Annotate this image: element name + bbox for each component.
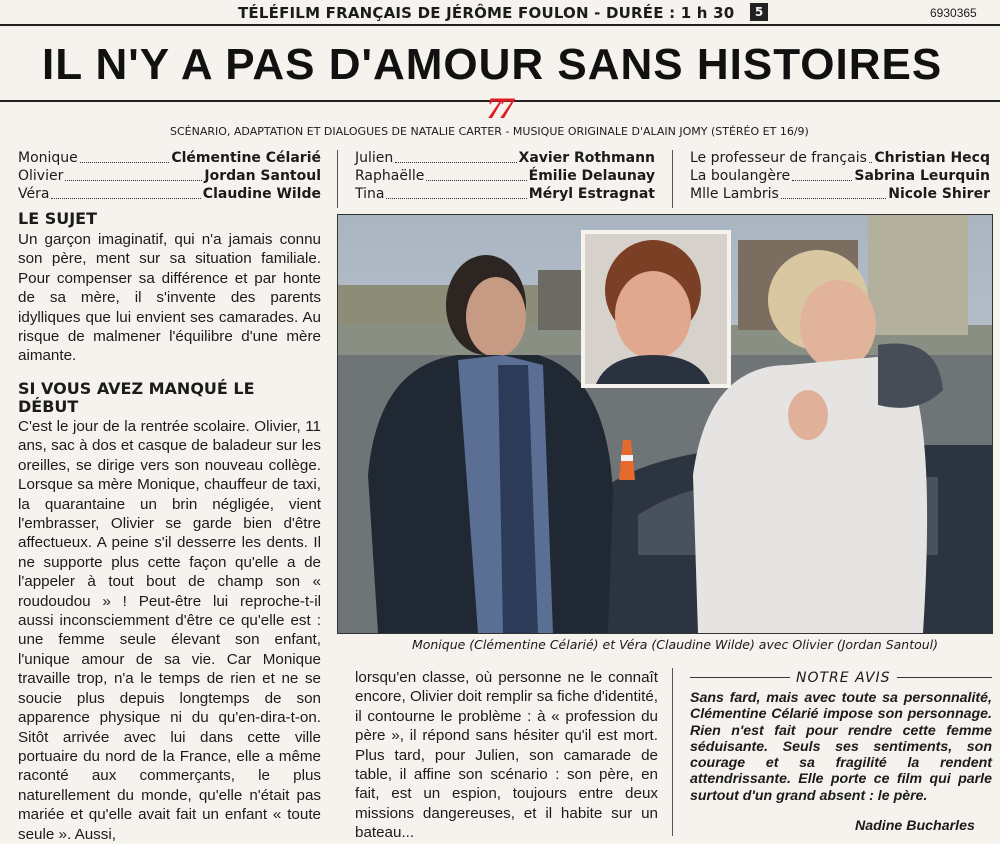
header-text: TÉLÉFILM FRANÇAIS DE JÉRÔME FOULON - DURÉE : 1 h 30	[238, 4, 735, 22]
cast-row	[18, 167, 321, 185]
cast-row	[355, 167, 655, 185]
cast-actor: Émilie Delaunay	[528, 168, 655, 184]
column-divider	[672, 150, 673, 208]
leader-dots	[426, 167, 526, 181]
column-divider	[672, 668, 673, 836]
leader-dots	[386, 185, 526, 199]
column-divider	[337, 150, 338, 208]
photo-illustration	[338, 215, 992, 633]
cast-actor: Christian Hecq	[874, 150, 990, 166]
cast-column-1	[18, 149, 321, 203]
cast-role: Olivier	[18, 168, 64, 184]
cast-role: La boulangère	[690, 168, 791, 184]
leader-dots	[65, 167, 202, 181]
cast-actor: Jordan Santoul	[204, 168, 321, 184]
cast-role: Raphaëlle	[355, 168, 425, 184]
cast-row	[690, 185, 990, 203]
cast-role: Monique	[18, 150, 78, 166]
cast-actor: Claudine Wilde	[202, 186, 321, 202]
sujet-paragraph: Un garçon imaginatif, qui n'a jamais connu son père, ment sur sa situation familiale. Pour compenser sa différence et par honte de sa mère, il s'invente des parents idylliques que lui envient ses camarades. Au risque de malmener l'équilibre d'une mère aimante.	[18, 231, 321, 365]
leader-dots	[51, 185, 200, 199]
rating-mark: 77	[487, 92, 511, 125]
cast-row	[18, 185, 321, 203]
cast-actor: Méryl Estragnat	[528, 186, 655, 202]
debut-paragraph-continued: lorsqu'en classe, où personne ne le connaît encore, Olivier doit remplir sa fiche d'identité, il contourne le problème : à « profession du père », il répond sans hésiter qu'il est mort. Plus tard, pour Julien, son camarade de table, il affine son scénario : son père, en fait, est un espion, toujours entre deux missions dangereuses, et il habite sur un bateau...	[355, 669, 658, 842]
leader-dots	[869, 149, 873, 163]
cast-column-3	[690, 149, 990, 203]
cast-actor: Sabrina Leurquin	[854, 168, 990, 184]
cast-actor: Xavier Rothmann	[518, 150, 655, 166]
cast-column-2	[355, 149, 655, 203]
cast-role: Mlle Lambris	[690, 186, 779, 202]
avis-signature: Nadine Bucharles	[855, 818, 975, 834]
cast-role: Le professeur de français	[690, 150, 867, 166]
cast-row	[355, 185, 655, 203]
channel-logo: 5	[750, 3, 768, 21]
credits-line: SCÉNARIO, ADAPTATION ET DIALOGUES DE NATALIE CARTER - MUSIQUE ORIGINALE D'ALAIN JOMY (STÉRÉO ET 16/9)	[170, 125, 809, 138]
leader-dots	[781, 185, 886, 199]
section-heading-avis: NOTRE AVIS	[790, 670, 897, 686]
reference-code: 6930365	[930, 6, 977, 20]
section-heading-debut: SI VOUS AVEZ MANQUÉ LE DÉBUT	[18, 379, 255, 416]
leader-dots	[792, 167, 852, 181]
cast-row	[690, 167, 990, 185]
photo-caption: Monique (Clémentine Célarié) et Véra (Claudine Wilde) avec Olivier (Jordan Santoul)	[411, 637, 939, 652]
cast-row	[690, 149, 990, 167]
cast-row	[355, 149, 655, 167]
cast-actor: Nicole Shirer	[888, 186, 990, 202]
page-title: IL N'Y A PAS D'AMOUR SANS HISTOIRES	[42, 40, 943, 89]
debut-paragraph: C'est le jour de la rentrée scolaire. Olivier, 11 ans, sac à dos et casque de baladeur sur les oreilles, se dirige vers son nouveau collège. Lorsque sa mère Monique, chauffeur de taxi, la quarantaine un brin négligée, vient l'embrasser, Olivier se garde bien d'être affectueux. A peine s'il desserre les dents. Il ne supporte plus cette façon qu'elle a de l'appeler à tout bout de champ son « roudoudou » ! Peut-être lui reproche-t-il aussi inconsciemment d'être ce qu'elle est : une femme seule élevant son enfant, l'unique amour de sa vie. Car Monique travaille trop, n'a le temps de rien et ne se soucie plus depuis longtemps de son apparence physique ni du qu'en-dira-t-on. Sitôt arrivée avec lui dans cette ville portuaire du nord de la France, elle a même raconté aux commerçants, le plus naturellement du monde, qu'elle n'était pas mariée et qu'elle avait fait un enfant « toute seule ». Aussi,	[18, 418, 321, 843]
cast-role: Véra	[18, 186, 50, 202]
section-heading-sujet: LE SUJET	[18, 209, 98, 228]
cast-role: Julien	[355, 150, 394, 166]
cast-actor: Clémentine Célarié	[171, 150, 321, 166]
leader-dots	[395, 149, 516, 163]
leader-dots	[80, 149, 170, 163]
cast-row	[18, 149, 321, 167]
film-still-photo	[337, 214, 993, 634]
cast-role: Tina	[355, 186, 385, 202]
avis-paragraph: Sans fard, mais avec toute sa personnalité, Clémentine Célarié impose son personnage. Rien n'est fait pour rendre cette femme séduisante. Seuls ses sentiments, son courage et sa fragilité la rendent attendrissante. Elle porte ce film qui parle surtout d'un grand absent : le père.	[690, 690, 992, 804]
